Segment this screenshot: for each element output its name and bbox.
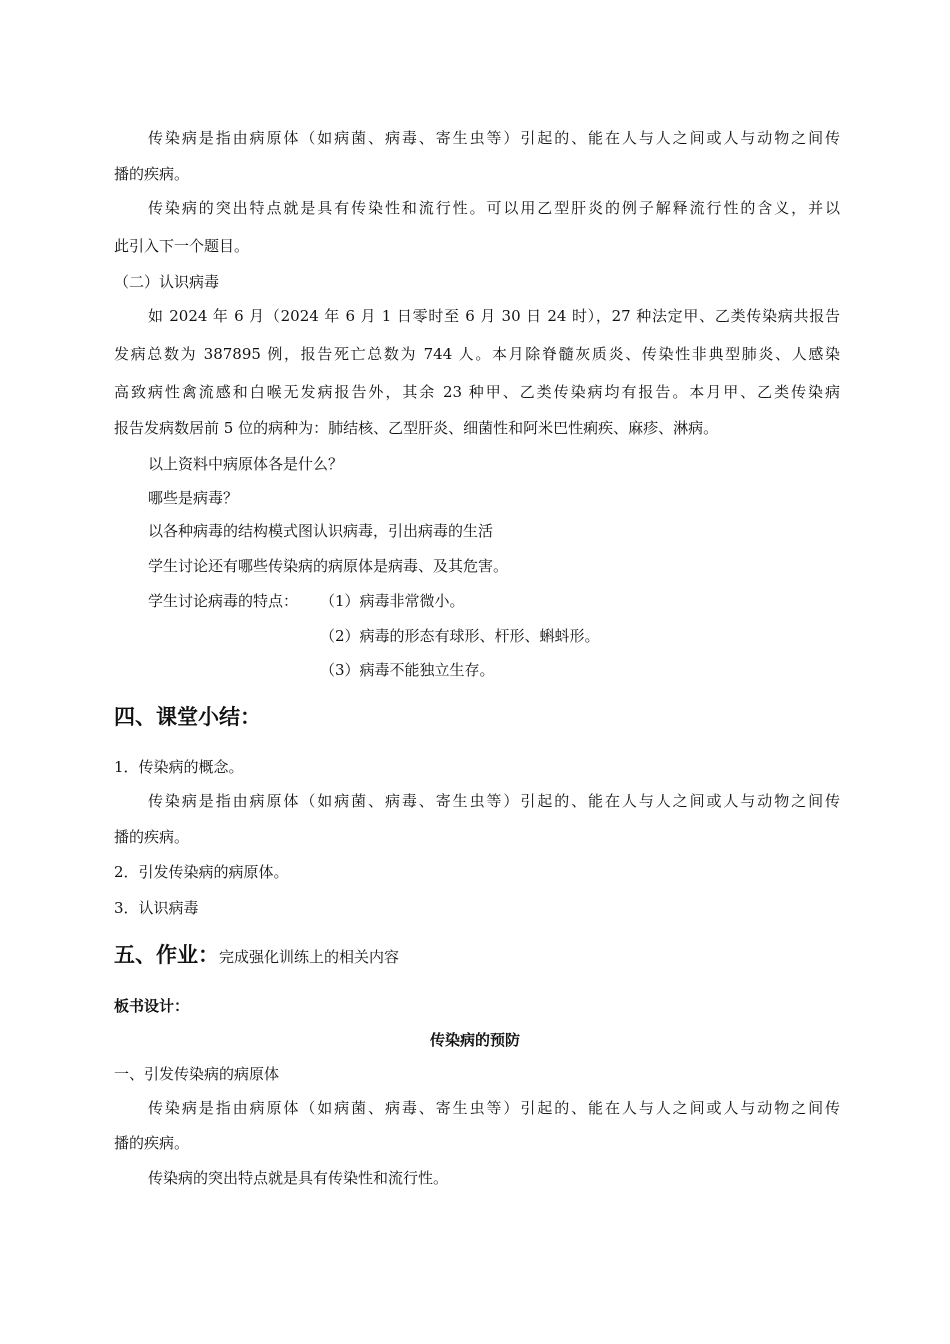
board-title: 传染病的预防 — [429, 1031, 520, 1049]
summary-def-line1: 传染病是指由病原体（如病菌、病毒、寄生虫等）引起的、能在人与人之间或人与动物之间传 — [148, 792, 840, 810]
question-1: 以上资料中病原体各是什么？ — [148, 455, 344, 473]
question-3: 以各种病毒的结构模式图认识病毒，引出病毒的生活 — [148, 522, 494, 540]
intro-p2-line2: 此引入下一个题目。 — [114, 237, 250, 255]
virus-feature-1: （1）病毒非常微小。 — [320, 592, 465, 610]
intro-p2-line1: 传染病的突出特点就是具有传染性和流行性。可以用乙型肝炎的例子解释流行性的含义，并以 — [148, 199, 840, 217]
summary-heading: 四、课堂小结： — [114, 705, 261, 729]
board-label: 板书设计： — [114, 997, 190, 1015]
virus-data-line2: 发病总数为 387895 例，报告死亡总数为 744 人。本月除脊髓灰质炎、传染性非典型肺炎、人感染 — [114, 345, 840, 363]
board-def-line1: 传染病是指由病原体（如病菌、病毒、寄生虫等）引起的、能在人与人之间或人与动物之间传 — [148, 1099, 840, 1117]
board-def-line2: 播的疾病。 — [114, 1134, 190, 1152]
summary-def-line2: 播的疾病。 — [114, 828, 190, 846]
question-4: 学生讨论还有哪些传染病的病原体是病毒、及其危害。 — [148, 557, 509, 575]
intro-p1-line2: 播的疾病。 — [114, 165, 190, 183]
homework-text: 完成强化训练上的相关内容 — [219, 948, 400, 966]
virus-feature-2: （2）病毒的形态有球形、杆形、蝌蚪形。 — [320, 627, 600, 645]
virus-data-line4: 报告发病数居前 5 位的病种为：肺结核、乙型肝炎、细菌性和阿米巴性痢疾、麻疹、淋病。 — [114, 419, 719, 437]
question-2: 哪些是病毒？ — [148, 489, 239, 507]
section-virus-heading: （二）认识病毒 — [114, 273, 220, 291]
virus-feature-3: （3）病毒不能独立生存。 — [320, 661, 495, 679]
summary-item-1: 1．传染病的概念。 — [114, 758, 244, 776]
intro-p1-line1: 传染病是指由病原体（如病菌、病毒、寄生虫等）引起的、能在人与人之间或人与动物之间传 — [148, 129, 840, 147]
summary-item-2: 2．引发传染病的病原体。 — [114, 863, 289, 881]
homework-row — [114, 942, 399, 970]
virus-data-line1: 如 2024 年 6 月（2024 年 6 月 1 日零时至 6 月 30 日 24 时），27 种法定甲、乙类传染病共报告 — [148, 307, 840, 325]
question-5-label: 学生讨论病毒的特点： — [148, 592, 299, 610]
board-section-1: 一、引发传染病的病原体 — [114, 1065, 280, 1083]
homework-heading: 五、作业： — [114, 943, 219, 967]
summary-item-3: 3．认识病毒 — [114, 899, 199, 917]
board-feature: 传染病的突出特点就是具有传染性和流行性。 — [148, 1169, 449, 1187]
virus-data-line3: 高致病性禽流感和白喉无发病报告外，其余 23 种甲、乙类传染病均有报告。本月甲、乙类传染病 — [114, 383, 840, 401]
